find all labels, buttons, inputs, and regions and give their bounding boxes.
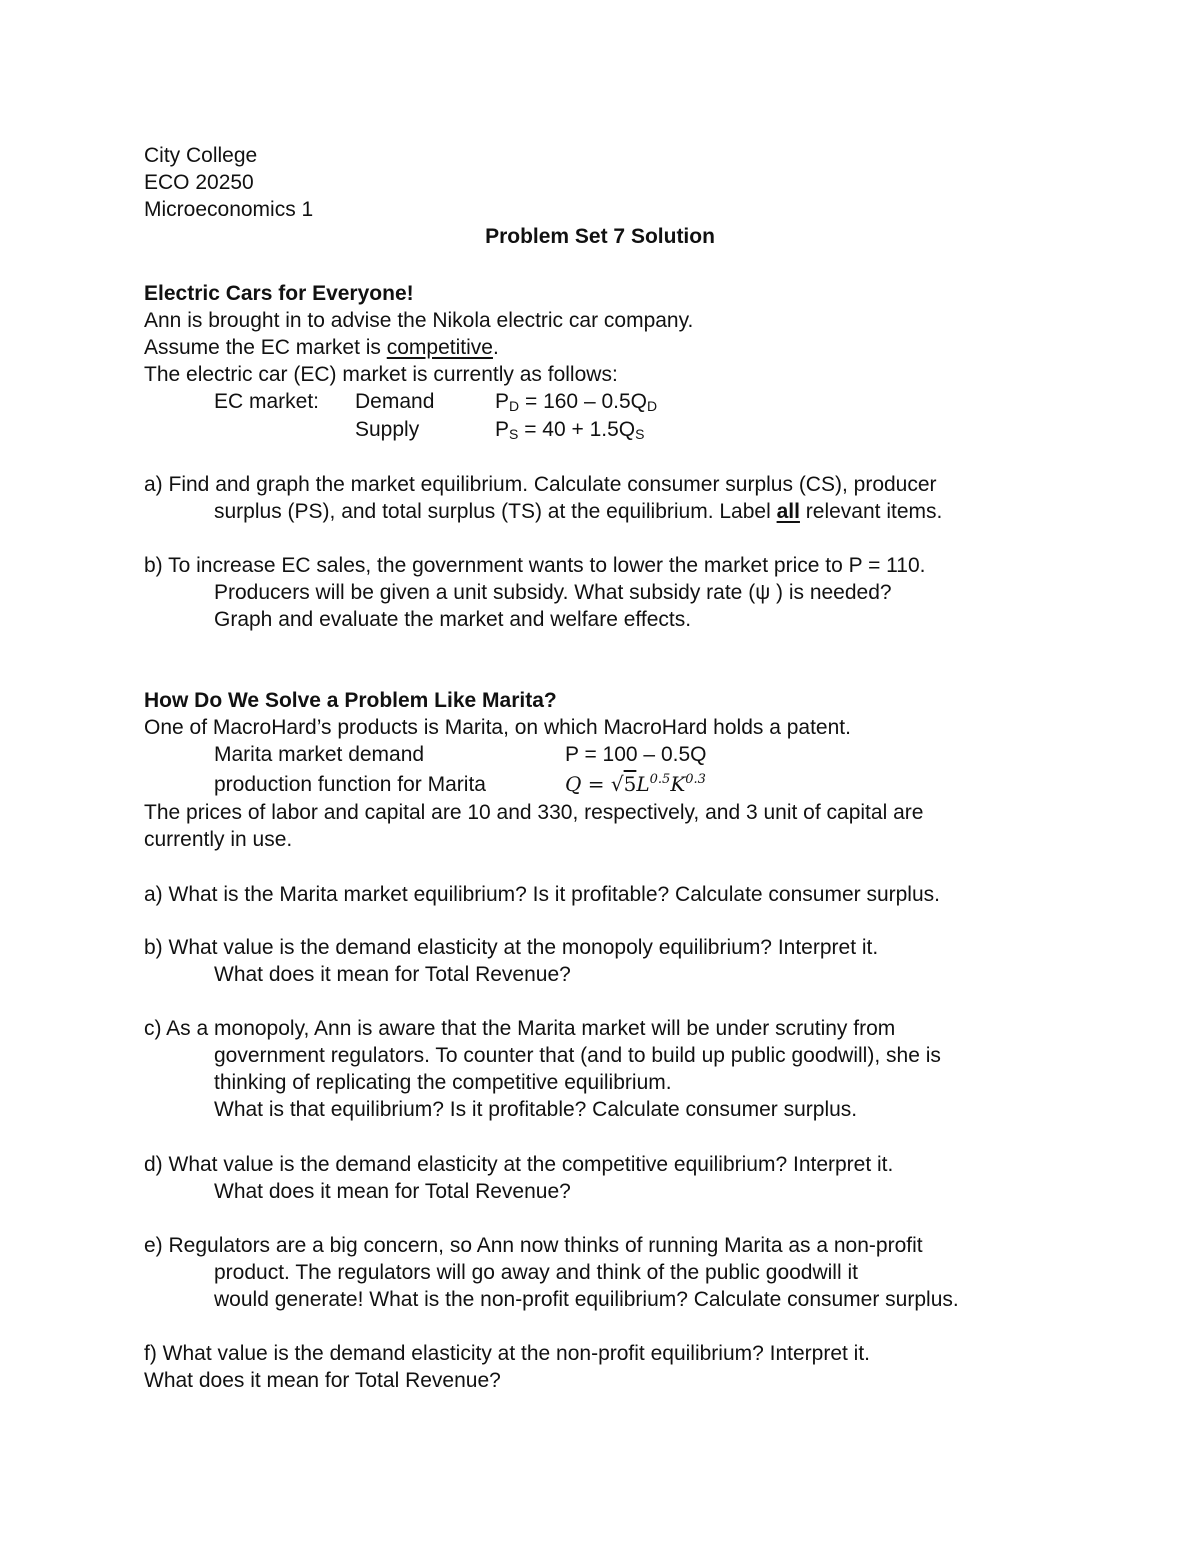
marita-question-d-line-2: What does it mean for Total Revenue? [214,1180,571,1203]
marita-question-c-line-2: government regulators. To counter that (and to build up public goodwill), she is [214,1044,941,1067]
production-k-exponent: 0.3 [685,772,706,787]
marita-question-f-line-2: What does it mean for Total Revenue? [144,1369,501,1392]
ec-question-b-line-3: Graph and evaluate the market and welfare effects. [214,608,692,631]
ec-intro-2-suffix: . [492,336,499,359]
ec-demand-equation [495,388,657,415]
marita-prices-line-2: currently in use. [144,828,293,851]
demand-p: P [495,390,510,413]
ec-question-b-line-1: b) To increase EC sales, the government wants to lower the market price to P = 110. [144,554,926,577]
course-name: Microeconomics 1 [144,198,314,221]
marita-question-d-line-1: d) What value is the demand elasticity at the competitive equilibrium? Interpret it. [144,1153,894,1176]
ec-supply-equation [495,416,644,443]
production-l-exponent: 0.5 [649,772,671,787]
ec-question-a-line-1: a) Find and graph the market equilibrium. Calculate consumer surplus (CS), producer [144,473,937,496]
ec-demand-label: Demand [355,390,435,413]
supply-q-subscript: S [635,426,645,442]
supply-p: P [495,418,510,441]
production-radicand: 5 [623,772,637,796]
qa-line2-prefix: surplus (PS), and total surplus (TS) at the equilibrium. Label [214,500,777,523]
ec-market-label: EC market: [214,390,320,413]
marita-question-c-line-3: thinking of replicating the competitive equilibrium. [214,1071,672,1094]
all-emphasis: all [776,500,800,523]
demand-p-subscript: D [509,398,520,414]
marita-question-c-line-4: What is that equilibrium? Is it profitable? Calculate consumer surplus. [214,1098,858,1121]
ec-intro-line-2 [144,334,499,361]
document-title: Problem Set 7 Solution [485,225,715,248]
marita-prices-line-1: The prices of labor and capital are 10 and 330, respectively, and 3 unit of capital are [144,801,924,824]
ec-question-a-line-2 [214,498,942,525]
supply-p-subscript: S [509,426,519,442]
supply-rhs: = 40 + 1.5Q [518,418,636,441]
ec-intro-2-prefix: Assume the EC market is [144,336,387,359]
marita-question-b-line-1: b) What value is the demand elasticity at the monopoly equilibrium? Interpret it. [144,936,879,959]
ec-question-b-line-2: Producers will be given a unit subsidy. What subsidy rate (ψ ) is needed? [214,581,892,604]
demand-rhs: = 160 – 0.5Q [519,390,647,413]
marita-question-f-line-1: f) What value is the demand elasticity at the non-profit equilibrium? Interpret it. [144,1342,871,1365]
marita-question-c-line-1: c) As a monopoly, Ann is aware that the Marita market will be under scrutiny from [144,1017,896,1040]
production-function-equation [565,771,706,798]
demand-q-subscript: D [647,398,658,414]
marita-demand-label: Marita market demand [214,743,425,766]
marita-intro-line: One of MacroHard’s products is Marita, on which MacroHard holds a patent. [144,716,851,739]
production-q-sqrt: Q = √ [565,772,624,796]
marita-question-a: a) What is the Marita market equilibrium? Is it profitable? Calculate consumer surplus. [144,883,940,906]
ec-section-heading: Electric Cars for Everyone! [144,282,414,305]
marita-question-e-line-1: e) Regulators are a big concern, so Ann now thinks of running Marita as a non-profit [144,1234,923,1257]
marita-section-heading: How Do We Solve a Problem Like Marita? [144,689,557,712]
ec-intro-line-1: Ann is brought in to advise the Nikola electric car company. [144,309,694,332]
marita-question-e-line-2: product. The regulators will go away and think of the public goodwill it [214,1261,858,1284]
course-code: ECO 20250 [144,171,254,194]
marita-question-e-line-3: would generate! What is the non-profit equilibrium? Calculate consumer surplus. [214,1288,959,1311]
production-k: K [670,772,686,796]
qa-line2-suffix: relevant items. [799,500,943,523]
marita-question-b-line-2: What does it mean for Total Revenue? [214,963,571,986]
ec-supply-label: Supply [355,418,420,441]
marita-demand-equation: P = 100 – 0.5Q [565,743,707,766]
production-l: L [636,772,650,796]
production-function-label: production function for Marita [214,773,486,796]
school-name: City College [144,144,258,167]
competitive-underlined: competitive [386,336,493,359]
ec-intro-line-3: The electric car (EC) market is currently as follows: [144,363,618,386]
